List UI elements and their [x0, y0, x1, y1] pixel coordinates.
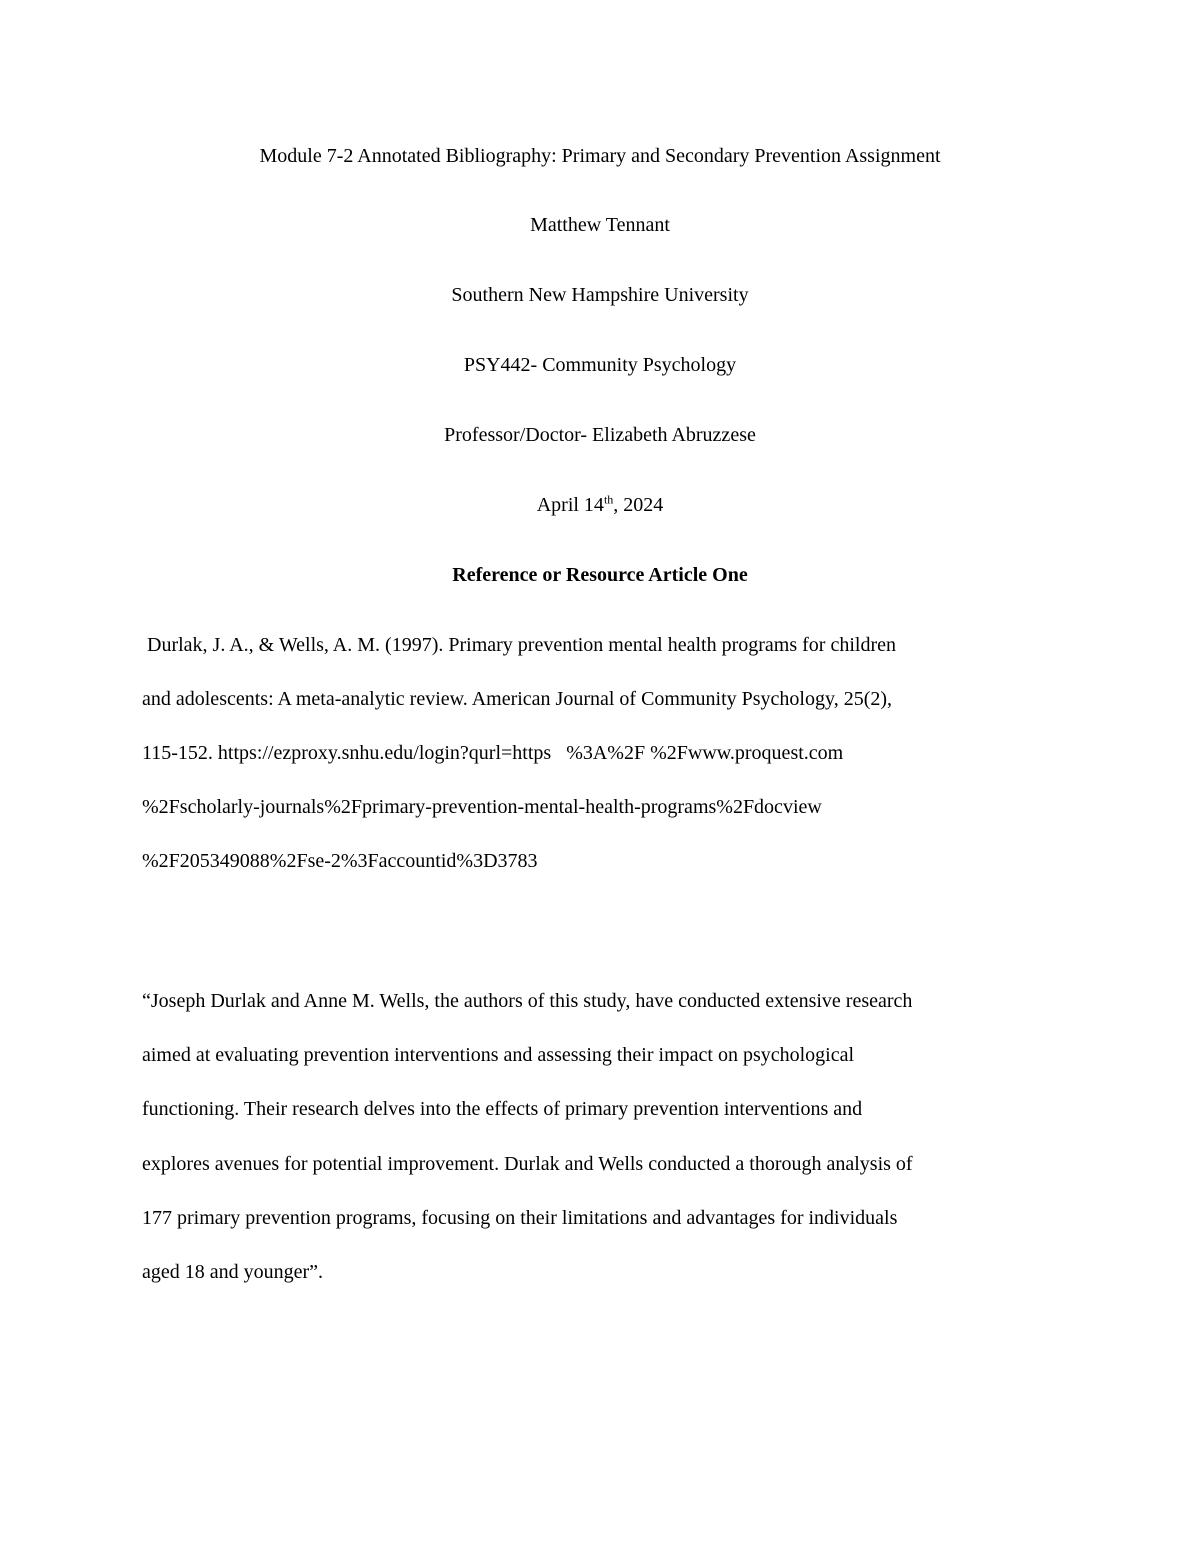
course-name: PSY442- Community Psychology [463, 354, 737, 376]
reference-line: and adolescents: A meta-analytic review. American Journal of Community Psychology, 25(2), [142, 688, 893, 710]
date-month-day: April 14 [536, 494, 604, 516]
instructor-name: Professor/Doctor- Elizabeth Abruzzese [444, 424, 756, 446]
author-name: Matthew Tennant [530, 214, 670, 236]
annotation-line: 177 primary prevention programs, focusing on their limitations and advantages for individuals [142, 1207, 898, 1229]
annotation-line: “Joseph Durlak and Anne M. Wells, the authors of this study, have conducted extensive research [142, 990, 913, 1012]
document-title: Module 7-2 Annotated Bibliography: Primary and Secondary Prevention Assignment [259, 145, 941, 167]
date-ordinal-suffix: th [603, 492, 614, 507]
reference-line: %2F205349088%2Fse-2%3Faccountid%3D3783 [142, 850, 538, 872]
reference-line: 115-152. https://ezproxy.snhu.edu/login?qurl=https %3A%2F %2Fwww.proquest.com [142, 742, 844, 764]
document-date [0, 493, 1200, 517]
annotation-line: functioning. Their research delves into the effects of primary prevention interventions and [142, 1098, 863, 1120]
annotation-line: explores avenues for potential improvement. Durlak and Wells conducted a thorough analysis of [142, 1153, 913, 1175]
annotation-line: aimed at evaluating prevention interventions and assessing their impact on psychological [142, 1044, 855, 1066]
section-heading: Reference or Resource Article One [452, 564, 748, 586]
reference-line: %2Fscholarly-journals%2Fprimary-prevention-mental-health-programs%2Fdocview [142, 796, 822, 818]
annotation-line: aged 18 and younger”. [142, 1261, 324, 1283]
institution-name: Southern New Hampshire University [451, 284, 749, 306]
date-year: , 2024 [613, 494, 664, 516]
reference-line: Durlak, J. A., & Wells, A. M. (1997). Primary prevention mental health programs for children [142, 634, 896, 656]
